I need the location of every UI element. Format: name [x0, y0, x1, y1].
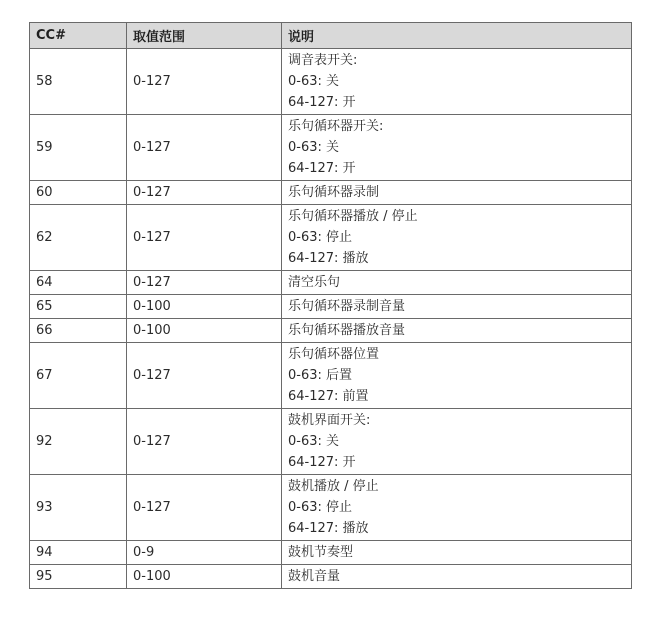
table-row [30, 565, 632, 589]
description-line: 乐句循环器录制 [288, 185, 380, 200]
description-cell [282, 319, 632, 343]
description-cell [282, 295, 632, 319]
description-cell [282, 475, 632, 541]
description-line: 0-63: 后置 [288, 368, 353, 383]
description-cell [282, 115, 632, 181]
value-range-cell: 0-127 [127, 49, 282, 115]
cc-number-cell: 62 [30, 205, 127, 271]
value-range-cell: 0-127 [127, 343, 282, 409]
midi-cc-table [29, 22, 632, 589]
description-line: 鼓机音量 [288, 569, 341, 584]
description-line: 64-127: 前置 [288, 389, 369, 404]
cc-number-cell: 60 [30, 181, 127, 205]
value-range-cell: 0-9 [127, 541, 282, 565]
value-range-cell: 0-127 [127, 205, 282, 271]
description-cell [282, 49, 632, 115]
description-line: 64-127: 开 [288, 455, 356, 470]
description-line: 鼓机界面开关: [288, 413, 371, 428]
cc-number-cell: 65 [30, 295, 127, 319]
value-range-cell: 0-127 [127, 271, 282, 295]
table-row [30, 205, 632, 271]
description-cell [282, 409, 632, 475]
table-row [30, 409, 632, 475]
value-range-cell: 0-100 [127, 319, 282, 343]
description-line: 0-63: 关 [288, 140, 340, 155]
table-row [30, 475, 632, 541]
value-range-cell: 0-127 [127, 409, 282, 475]
description-line: 64-127: 播放 [288, 251, 369, 266]
cc-number-cell: 95 [30, 565, 127, 589]
description-line: 0-63: 关 [288, 74, 340, 89]
description-line: 64-127: 播放 [288, 521, 369, 536]
description-cell [282, 565, 632, 589]
header-description: 说明 [282, 23, 632, 49]
cc-number-cell: 93 [30, 475, 127, 541]
description-line: 乐句循环器位置 [288, 347, 380, 362]
description-line: 64-127: 开 [288, 161, 356, 176]
value-range-cell: 0-127 [127, 181, 282, 205]
description-line: 乐句循环器播放 / 停止 [288, 209, 418, 224]
description-line: 调音表开关: [288, 53, 358, 68]
table-row [30, 115, 632, 181]
description-line: 乐句循环器开关: [288, 119, 384, 134]
cc-number-cell: 66 [30, 319, 127, 343]
description-line: 乐句循环器录制音量 [288, 299, 406, 314]
description-line: 64-127: 开 [288, 95, 356, 110]
description-line: 乐句循环器播放音量 [288, 323, 406, 338]
description-cell [282, 541, 632, 565]
value-range-cell: 0-100 [127, 295, 282, 319]
table-row [30, 181, 632, 205]
description-cell [282, 181, 632, 205]
table-header-row [30, 23, 632, 49]
table-row [30, 541, 632, 565]
header-range: 取值范围 [127, 23, 282, 49]
table-body [30, 49, 632, 589]
table-row [30, 271, 632, 295]
cc-number-cell: 67 [30, 343, 127, 409]
value-range-cell: 0-100 [127, 565, 282, 589]
description-line: 鼓机节奏型 [288, 545, 354, 560]
cc-number-cell: 59 [30, 115, 127, 181]
description-cell [282, 343, 632, 409]
table-row [30, 343, 632, 409]
header-cc: CC# [30, 23, 127, 49]
table-row [30, 295, 632, 319]
description-line: 清空乐句 [288, 275, 341, 290]
value-range-cell: 0-127 [127, 475, 282, 541]
description-cell [282, 271, 632, 295]
description-line: 0-63: 停止 [288, 230, 353, 245]
cc-number-cell: 58 [30, 49, 127, 115]
cc-number-cell: 64 [30, 271, 127, 295]
value-range-cell: 0-127 [127, 115, 282, 181]
cc-number-cell: 92 [30, 409, 127, 475]
description-cell [282, 205, 632, 271]
table-row [30, 319, 632, 343]
description-line: 鼓机播放 / 停止 [288, 479, 379, 494]
table-row [30, 49, 632, 115]
cc-number-cell: 94 [30, 541, 127, 565]
description-line: 0-63: 停止 [288, 500, 353, 515]
description-line: 0-63: 关 [288, 434, 340, 449]
